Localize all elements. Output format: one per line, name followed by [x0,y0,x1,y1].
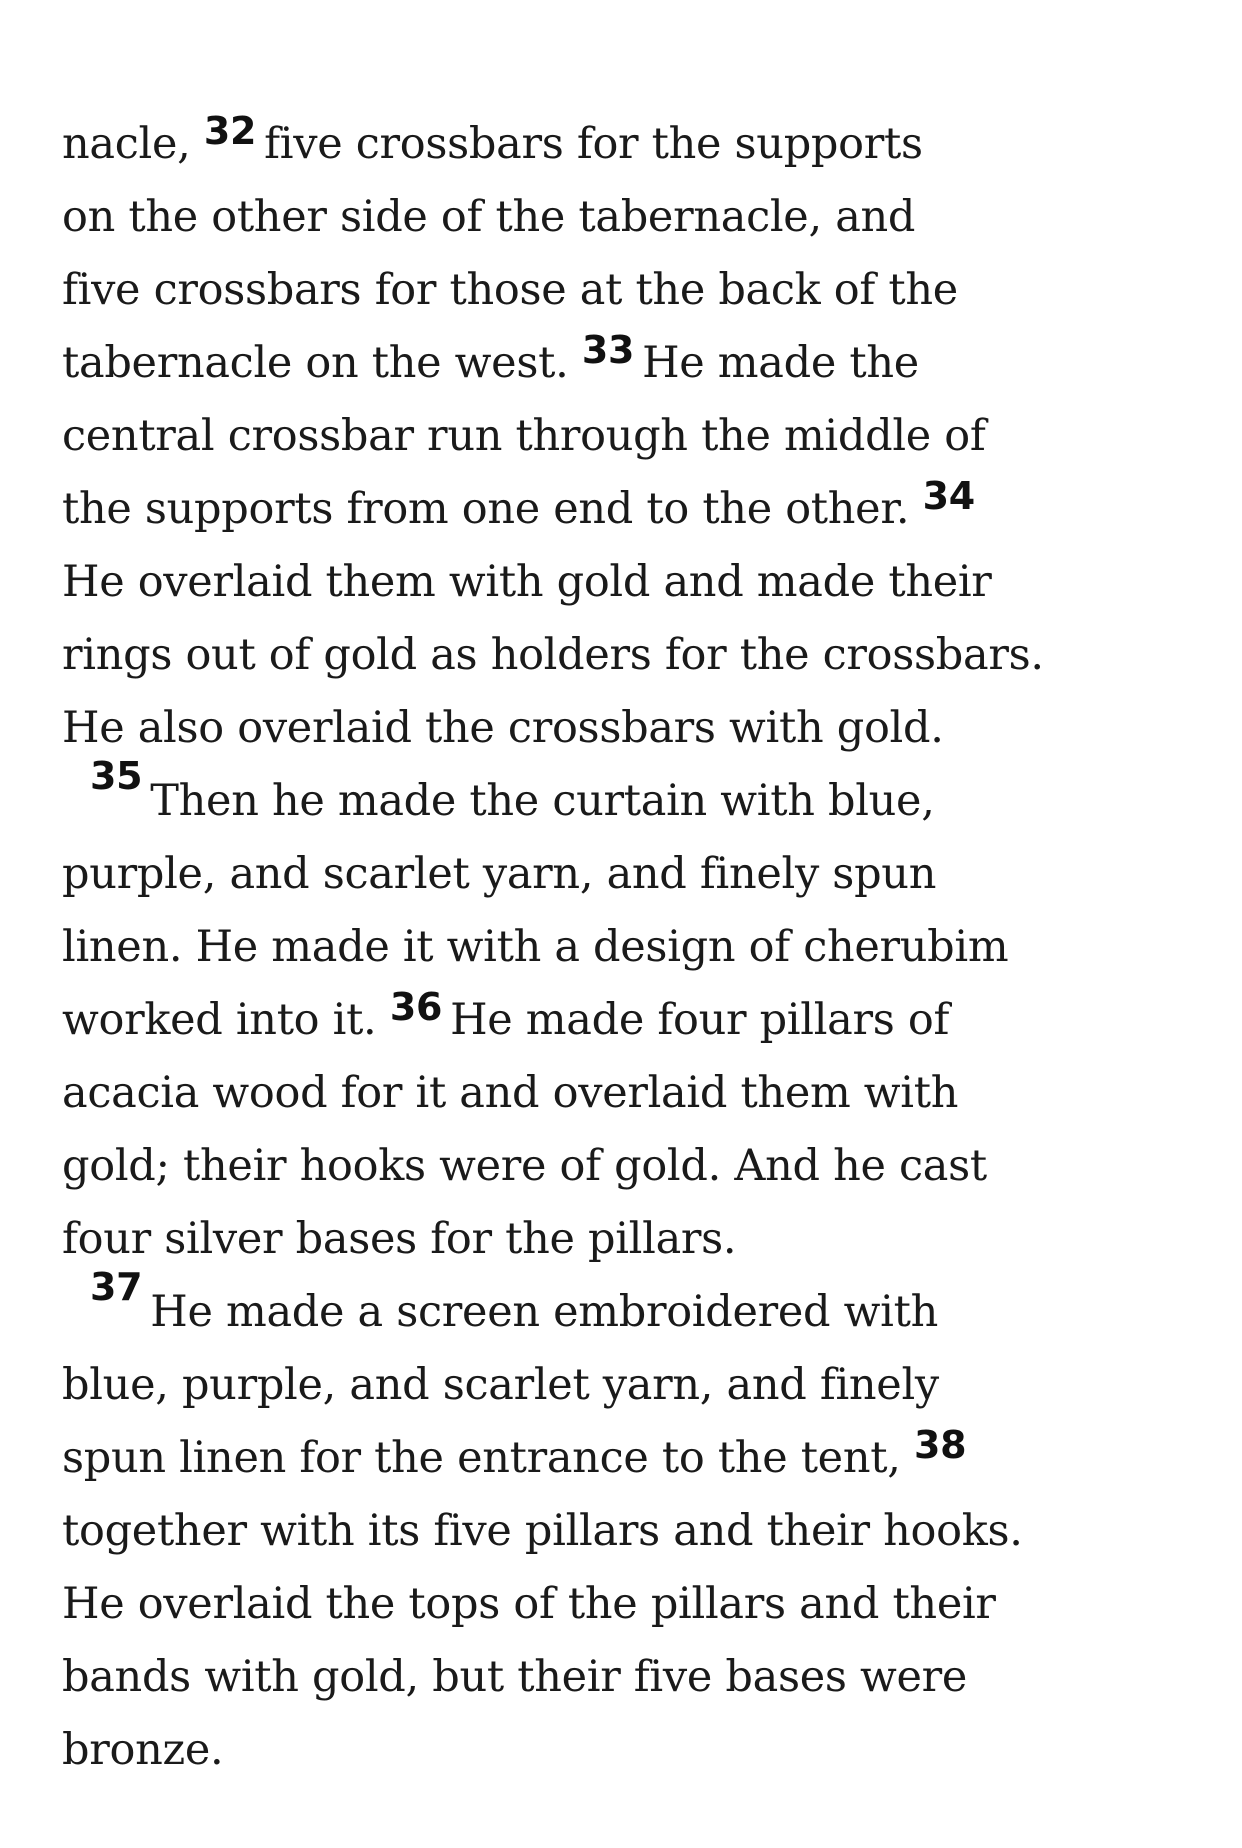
text-line [62,108,1212,181]
text-line [62,911,1212,984]
line-text: He made a screen embroidered with [150,1287,938,1337]
line-text: five crossbars for those at the back of the [62,265,958,315]
line-text: bands with gold, but their five bases were [62,1652,968,1702]
text-line [62,1130,1212,1203]
verse-number: 34 [922,474,975,518]
line-text: He also overlaid the crossbars with gold. [62,703,944,753]
line-text: He made four pillars of [450,995,950,1045]
line-text: linen. He made it with a design of cherubim [62,922,1009,972]
paragraph-start-line [62,1265,1212,1349]
text-line [62,692,1212,765]
line-text: worked into it. [62,995,390,1045]
text-line [62,400,1212,473]
line-text: four silver bases for the pillars. [62,1214,737,1264]
text-line [62,1641,1212,1714]
line-text: the supports from one end to the other. [62,484,923,534]
line-text: He made the [642,338,919,388]
line-text: tabernacle on the west. [62,338,582,388]
text-line [62,327,1212,400]
text-line [62,1568,1212,1641]
verse-number: 33 [581,328,635,372]
verse-number: 36 [389,985,443,1029]
text-line [62,181,1212,254]
text-line [62,546,1212,619]
reading-page [62,108,1212,1787]
line-text: purple, and scarlet yarn, and finely spun [62,849,937,899]
verse-number: 32 [203,109,257,153]
text-line [62,838,1212,911]
text-line [62,473,1212,546]
line-text: central crossbar run through the middle of [62,411,986,461]
text-line [62,1714,1212,1787]
line-text: gold; their hooks were of gold. And he cast [62,1141,987,1191]
line-text: nacle, [62,119,204,169]
text-line [62,984,1212,1057]
line-text: on the other side of the tabernacle, and [62,192,916,242]
text-line [62,254,1212,327]
line-text: Then he made the curtain with blue, [150,776,935,826]
text-line [62,1203,1212,1276]
line-text: rings out of gold as holders for the crossbars. [62,630,1044,680]
line-text: bronze. [62,1725,224,1775]
paragraph-start-line [62,754,1212,838]
verse-number: 38 [913,1423,967,1467]
verse-number: 35 [90,754,143,798]
line-text: acacia wood for it and overlaid them with [62,1068,959,1118]
line-text: together with its five pillars and their hooks. [62,1506,1023,1556]
line-text: He overlaid the tops of the pillars and their [62,1579,996,1629]
text-line [62,1057,1212,1130]
line-text: spun linen for the entrance to the tent, [62,1433,914,1483]
verse-number: 37 [90,1265,143,1309]
line-text: He overlaid them with gold and made their [62,557,992,607]
text-line [62,1349,1212,1422]
text-line [62,619,1212,692]
text-line [62,1495,1212,1568]
line-text: blue, purple, and scarlet yarn, and finely [62,1360,939,1410]
text-line [62,1422,1212,1495]
line-text: five crossbars for the supports [264,119,923,169]
